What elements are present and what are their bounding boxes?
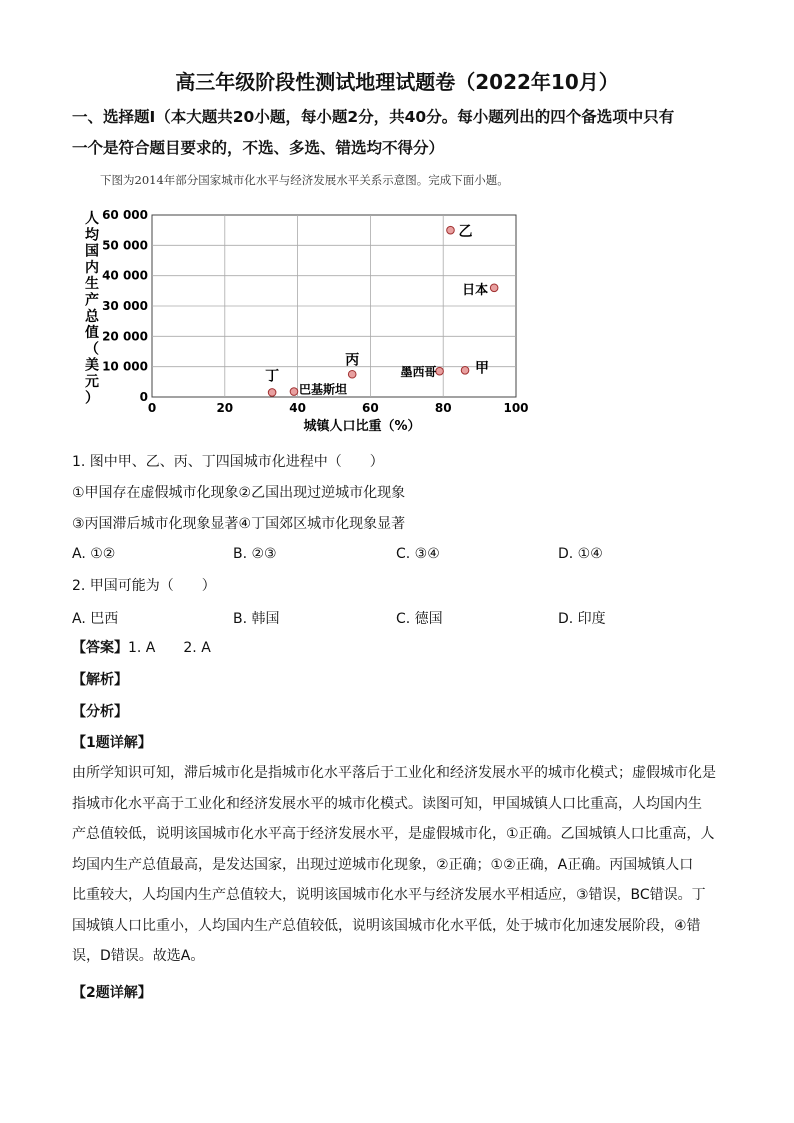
q1-option-c: C. ③④ <box>396 546 440 562</box>
x-tick-label: 80 <box>434 401 452 415</box>
chart-intro: 下图为2014年部分国家城市化水平与经济发展水平关系示意图。完成下面小题。 <box>100 173 509 187</box>
data-point-label: 丙 <box>345 352 360 369</box>
data-point <box>290 388 298 396</box>
answer-line <box>72 638 722 658</box>
page-title: 高三年级阶段性测试地理试题卷（2022年10月） <box>175 70 619 94</box>
y-axis-label-char: 元 <box>85 374 99 390</box>
data-point <box>268 389 276 397</box>
x-tick-label: 0 <box>147 401 157 415</box>
y-tick-label: 40 000 <box>102 268 148 283</box>
y-axis-label-char: 生 <box>85 276 99 293</box>
detail1-line: 误，D错误。故选A。 <box>72 948 205 964</box>
answer-label: 【答案】 <box>72 640 128 656</box>
section-header-line1: 一、选择题Ⅰ（本大题共20小题，每小题2分，共40分。每小题列出的四个备选项中只有 <box>72 108 675 126</box>
detail2-label: 【2题详解】 <box>72 985 152 1001</box>
answer-value: 1. A 2. A <box>128 640 211 656</box>
y-axis-label-char: 国 <box>85 243 99 260</box>
data-point-label: 丁 <box>265 368 280 385</box>
y-axis-label-char: ） <box>85 390 99 407</box>
q1-option-b: B. ②③ <box>233 546 277 562</box>
section-header-line2: 一个是符合题目要求的，不选、多选、错选均不得分） <box>72 139 445 157</box>
y-axis-label-char: （ <box>85 341 99 358</box>
x-axis-label: 城镇人口比重（%） <box>303 419 421 434</box>
data-point-label: 墨西哥 <box>400 365 437 380</box>
x-tick-label: 100 <box>503 401 529 415</box>
data-point <box>348 370 356 378</box>
x-tick-label: 60 <box>362 401 379 415</box>
y-tick-label: 50 000 <box>102 238 148 253</box>
scatter-chart <box>76 205 536 437</box>
q1-statement-line2: ③丙国滞后城市化现象显著④丁国郊区城市化现象显著 <box>72 516 406 532</box>
data-point <box>447 226 455 234</box>
q1-stem: 1. 图中甲、乙、丙、丁四国城市化进程中（ ） <box>72 454 384 470</box>
detail1-line: 均国内生产总值最高，是发达国家，出现过逆城市化现象，②正确；①②正确，A正确。丙国城镇人口 <box>72 856 694 873</box>
fenxi-label: 【分析】 <box>72 704 128 720</box>
q1-statement-line1: ①甲国存在虚假城市化现象②乙国出现过逆城市化现象 <box>72 485 406 501</box>
data-point-label: 巴基斯坦 <box>298 382 347 397</box>
data-point <box>490 284 498 292</box>
q1-option-a: A. ①② <box>72 546 116 562</box>
detail1-line: 由所学知识可知，滞后城市化是指城市化水平落后于工业化和经济发展水平的城市化模式；虚假城市化是 <box>72 765 716 781</box>
data-point <box>436 367 444 375</box>
y-axis-label-char: 内 <box>85 259 99 276</box>
y-tick-labels <box>102 208 148 404</box>
y-axis-label-char: 值 <box>85 325 99 342</box>
y-tick-label: 20 000 <box>102 329 148 344</box>
y-tick-label: 10 000 <box>102 359 148 374</box>
detail1-label: 【1题详解】 <box>72 735 152 751</box>
y-tick-label: 60 000 <box>102 208 148 222</box>
x-tick-label: 40 <box>289 401 306 415</box>
y-axis-label <box>85 211 100 406</box>
data-points <box>265 224 498 396</box>
y-axis-label-char: 产 <box>85 292 99 309</box>
q2-stem: 2. 甲国可能为（ ） <box>72 578 216 594</box>
detail1-line: 指城市化水平高于工业化和经济发展水平的城市化模式。读图可知，甲国城镇人口比重高，人均国内生 <box>72 795 702 812</box>
detail1-line: 比重较大，人均国内生产总值较大，说明该国城市化水平与经济发展水平相适应，③错误，BC错误。丁 <box>72 887 706 903</box>
y-axis-label-char: 人 <box>85 211 99 227</box>
q2-option-c: C. 德国 <box>396 611 443 627</box>
data-point-label: 乙 <box>458 224 473 241</box>
q2-option-b: B. 韩国 <box>233 611 280 627</box>
y-axis-label-char: 美 <box>85 357 99 374</box>
detail1-line: 产总值较低，说明该国城市化水平高于经济发展水平，是虚假城市化，①正确。乙国城镇人口比重高，人 <box>72 826 715 842</box>
data-point-label: 甲 <box>475 360 490 377</box>
detail1-line: 国城镇人口比重小，人均国内生产总值较低，说明该国城市化水平低，处于城市化加速发展阶段，④错 <box>72 917 701 934</box>
x-tick-labels <box>148 401 529 415</box>
data-point-label: 日本 <box>462 282 489 298</box>
analysis-label: 【解析】 <box>72 672 128 688</box>
y-axis-label-char: 总 <box>85 308 99 325</box>
y-tick-label: 30 000 <box>102 299 148 313</box>
q2-option-a: A. 巴西 <box>72 611 119 627</box>
q2-option-d: D. 印度 <box>558 611 606 627</box>
data-point <box>461 367 469 375</box>
y-axis-label-char: 均 <box>85 227 99 244</box>
detail1-paragraph <box>72 758 722 972</box>
q1-option-d: D. ①④ <box>558 546 603 562</box>
x-tick-label: 20 <box>216 401 234 415</box>
y-tick-label: 0 <box>139 390 148 404</box>
